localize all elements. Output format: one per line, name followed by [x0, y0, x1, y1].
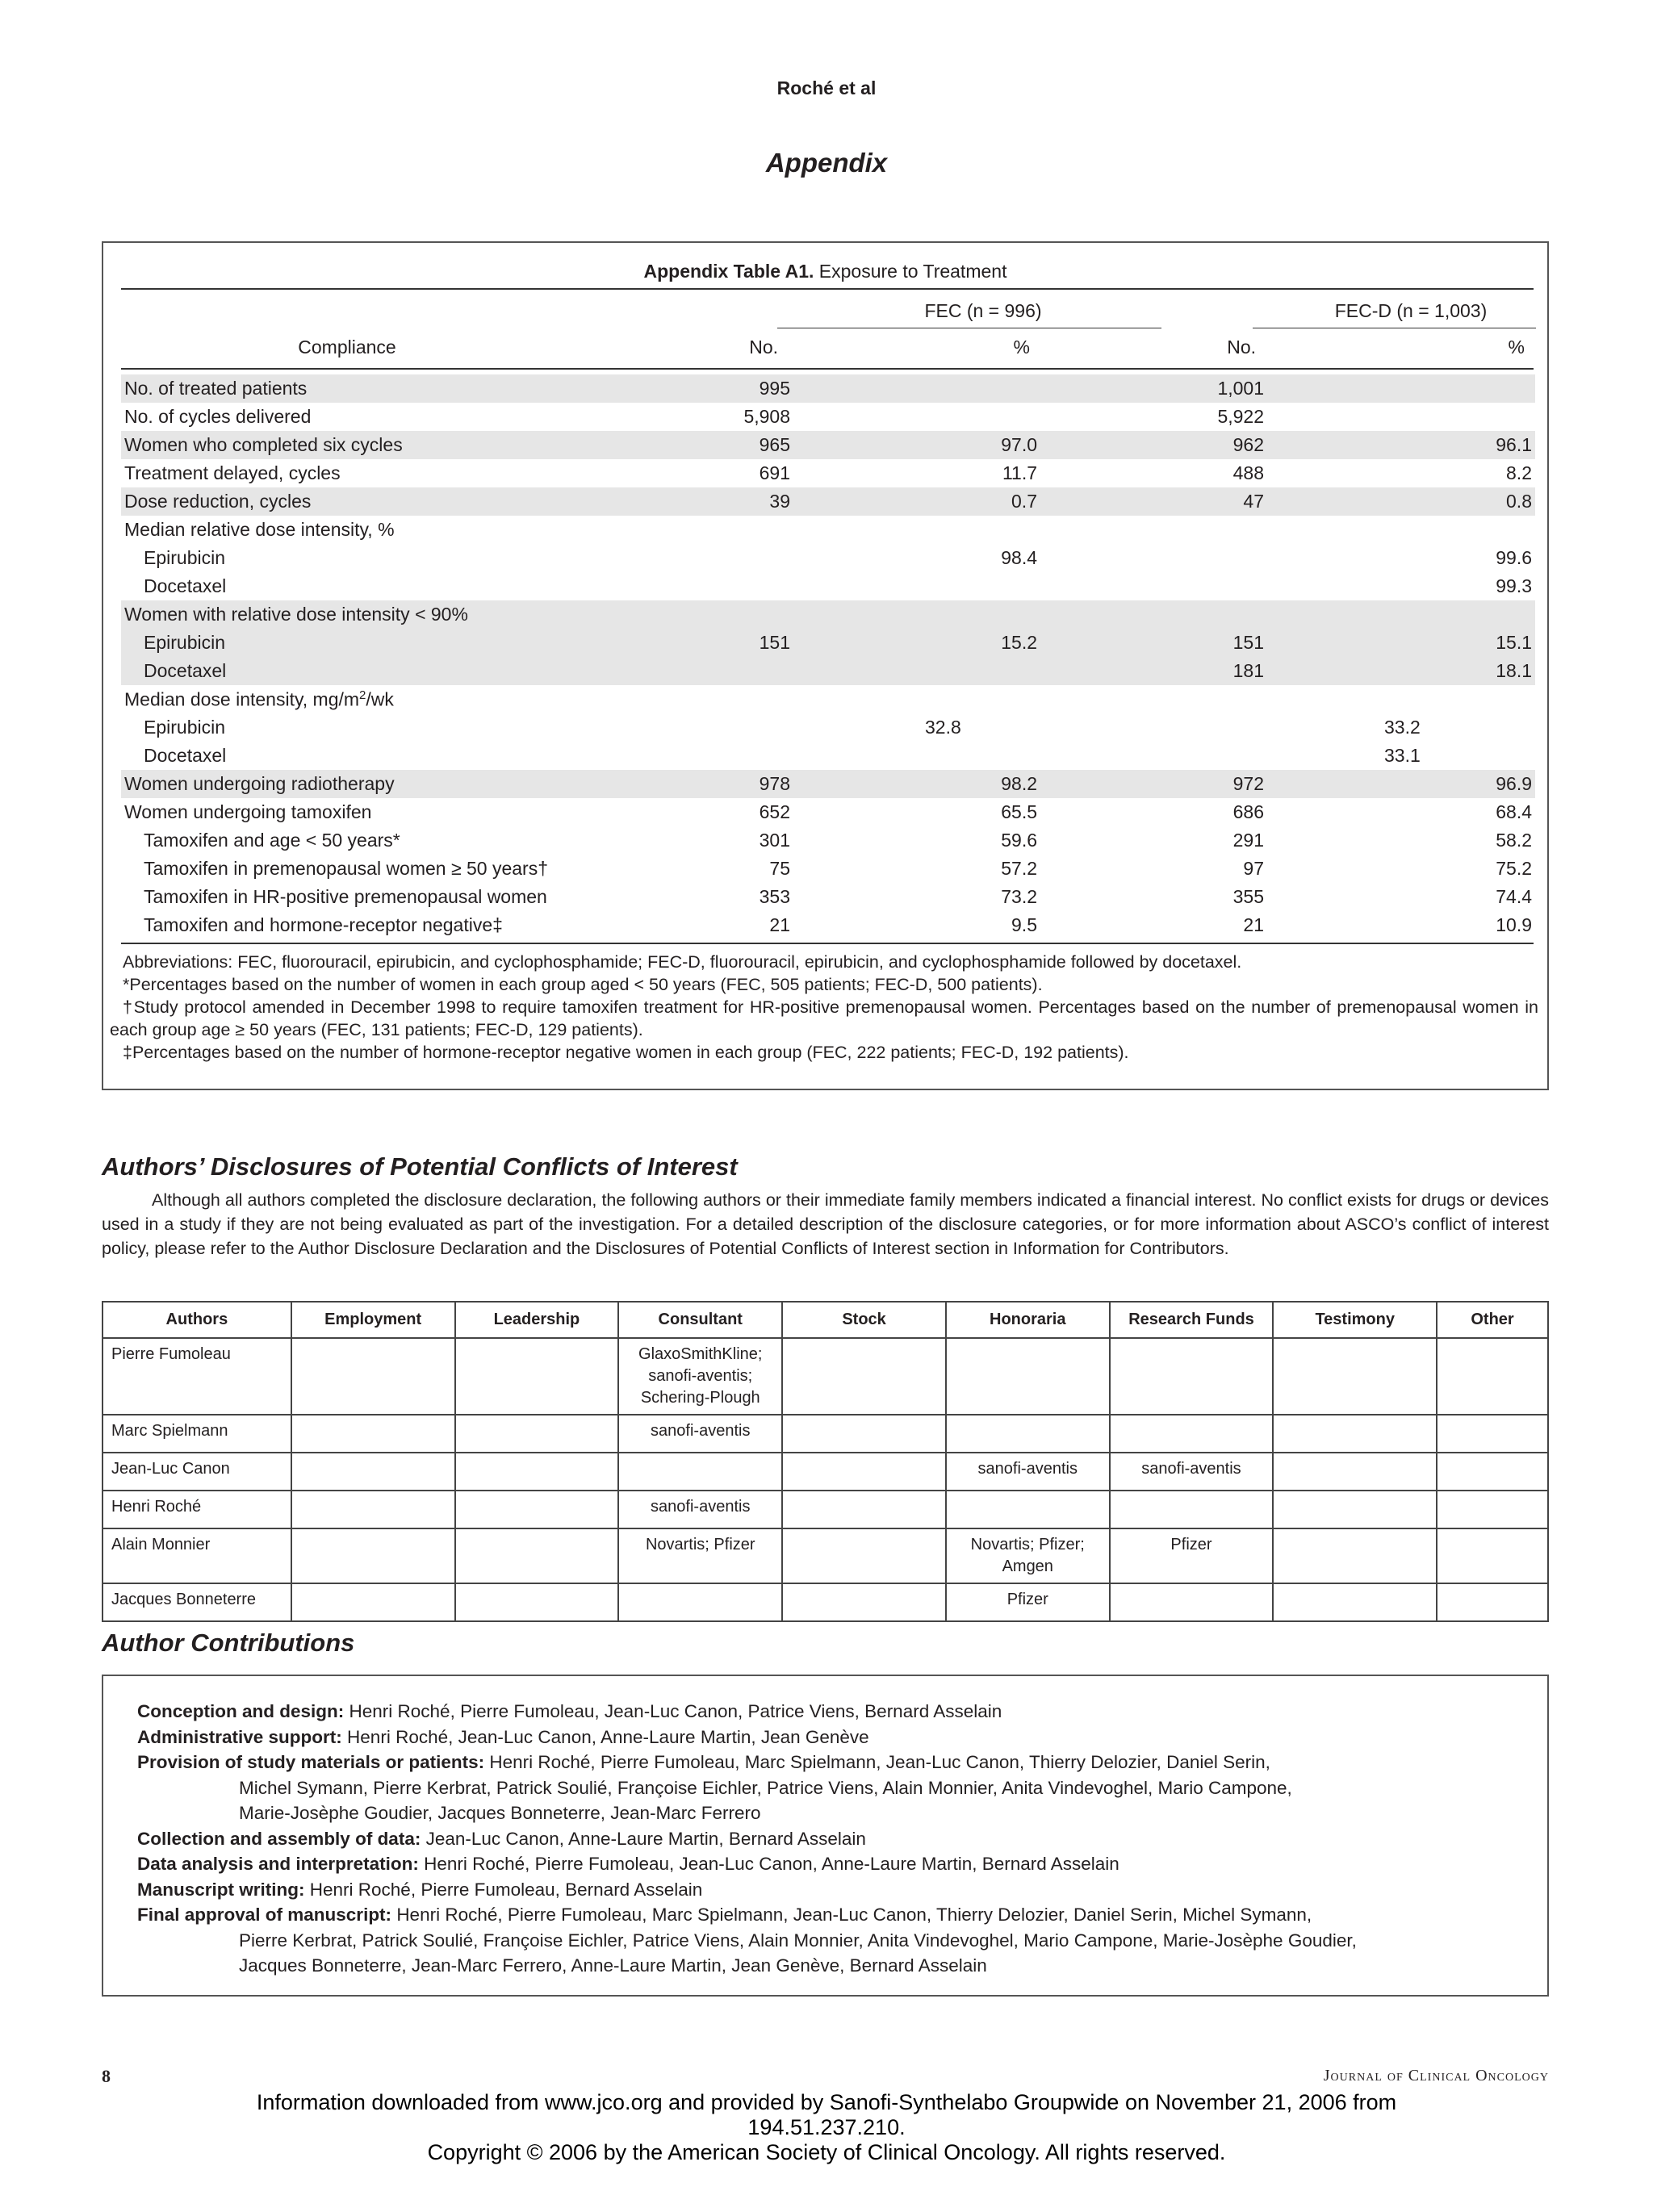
fec-no: 301	[759, 830, 790, 851]
contribution-item	[137, 1725, 1525, 1750]
appendix-table	[102, 241, 1549, 1090]
cell-honoraria: Novartis; Pfizer; Amgen	[946, 1528, 1110, 1583]
row-label: Tamoxifen in premenopausal women ≥ 50 years†	[144, 858, 549, 879]
cell-stock	[782, 1491, 946, 1528]
fec-pct: 15.2	[1001, 632, 1037, 653]
contribution-label: Data analysis and interpretation:	[137, 1854, 419, 1874]
disclosures-text: Although all authors completed the disclosure declaration, the following authors or their immediate family members indicated a financial interest. No conflict exists for drugs or devices used in a study if they are not being evaluated as part of the investigation. For a detailed description of the disclosure categories, or for more information about ASCO’s conflict of interest policy, please refer to the Author Disclosure Declaration and the Disclosures of Potential Conflicts of Interest section in Information for Contributors.	[102, 1190, 1549, 1258]
col-header-fec-no: No.	[749, 337, 778, 358]
row-label: Women undergoing tamoxifen	[124, 801, 372, 822]
header-authors: Authors	[103, 1302, 291, 1338]
row-label: Epirubicin	[144, 632, 225, 653]
page-number: 8	[102, 2066, 111, 2086]
cell-research-funds	[1110, 1583, 1274, 1621]
fecd-no: 686	[1232, 801, 1264, 822]
row-label: Tamoxifen and hormone-receptor negative‡	[144, 914, 503, 935]
fecd-no: 5,922	[1217, 406, 1264, 427]
fec-no: 353	[759, 886, 790, 907]
cell-other	[1437, 1583, 1548, 1621]
contribution-label: Provision of study materials or patients:	[137, 1752, 485, 1772]
fecd-no: 97	[1243, 858, 1264, 879]
fecd-no: 355	[1232, 886, 1264, 907]
header-employment: Employment	[291, 1302, 455, 1338]
fec-pct: 0.7	[1011, 491, 1037, 512]
header-testimony: Testimony	[1273, 1302, 1437, 1338]
cell-testimony	[1273, 1338, 1437, 1415]
table-row	[121, 459, 1535, 487]
contribution-item	[137, 1699, 1525, 1725]
cell-other	[1437, 1528, 1548, 1583]
disclosure-row	[103, 1453, 1548, 1491]
footer-line: 194.51.237.210.	[747, 2115, 906, 2139]
table-row	[121, 544, 1535, 572]
table-row	[121, 685, 1535, 713]
fecd-pct: 8.2	[1506, 462, 1532, 483]
cell-employment	[291, 1583, 455, 1621]
contribution-names: Jacques Bonneterre, Jean-Marc Ferrero, Anne-Laure Martin, Jean Genève, Bernard Asselain	[239, 1955, 987, 1976]
cell-consultant: GlaxoSmithKline; sanofi-aventis; Schering-Plough	[618, 1338, 782, 1415]
cell-consultant: Novartis; Pfizer	[618, 1528, 782, 1583]
cell-consultant	[618, 1453, 782, 1491]
cell-consultant: sanofi-aventis	[618, 1415, 782, 1453]
cell-research-funds: sanofi-aventis	[1110, 1453, 1274, 1491]
table-bottom-rule	[121, 943, 1534, 944]
contribution-names: Henri Roché, Pierre Fumoleau, Bernard Asselain	[309, 1879, 703, 1900]
contribution-continuation	[137, 1775, 1525, 1801]
contribution-names: Henri Roché, Pierre Fumoleau, Marc Spielmann, Jean-Luc Canon, Thierry Delozier, Daniel Serin,	[489, 1752, 1270, 1772]
fecd-no: 962	[1232, 434, 1264, 455]
fec-pct: 11.7	[1002, 462, 1037, 483]
contribution-names: Henri Roché, Pierre Fumoleau, Marc Spielmann, Jean-Luc Canon, Thierry Delozier, Daniel Serin, Michel Symann,	[396, 1905, 1312, 1925]
fec-pct: 98.4	[1001, 547, 1037, 568]
cell-other	[1437, 1415, 1548, 1453]
header-other: Other	[1437, 1302, 1548, 1338]
row-label: Median dose intensity, $mg/m^2/wk$	[124, 688, 394, 710]
fecd-no: 291	[1232, 830, 1264, 851]
table-footnotes	[110, 951, 1538, 1064]
cell-stock	[782, 1338, 946, 1415]
cell-consultant: sanofi-aventis	[618, 1491, 782, 1528]
contribution-names: Henri Roché, Jean-Luc Canon, Anne-Laure Martin, Jean Genève	[347, 1726, 869, 1747]
cell-honoraria	[946, 1491, 1110, 1528]
contribution-item	[137, 1877, 1525, 1903]
disclosure-row	[103, 1528, 1548, 1583]
table-header-rule	[121, 368, 1534, 370]
fecd-pct: 99.3	[1496, 575, 1532, 596]
cell-consultant	[618, 1583, 782, 1621]
fec-pct: 98.2	[1001, 773, 1037, 794]
cell-author-name: Pierre Fumoleau	[103, 1338, 291, 1415]
cell-employment	[291, 1491, 455, 1528]
footer-line: Information downloaded from www.jco.org and provided by Sanofi-Synthelabo Groupwide on November 21, 2006 from	[256, 2090, 1397, 2114]
table-row	[121, 855, 1535, 883]
row-label: Treatment delayed, cycles	[124, 462, 341, 483]
table-row	[121, 657, 1535, 685]
fec-no: 995	[759, 378, 790, 399]
footnote-dagger: †Study protocol amended in December 1998 to require tamoxifen treatment for HR-positive premenopausal women. Percentages based on the number of premenopausal women in each group age ≥ 50 years (FEC, 131 patients; FEC-D, 129 patients).	[110, 997, 1538, 1039]
fec-pct: 97.0	[1001, 434, 1037, 455]
contribution-names: Michel Symann, Pierre Kerbrat, Patrick Soulié, Françoise Eichler, Patrice Viens, Alain Monnier, Anita Vindevoghel, Mario Campone,	[239, 1777, 1292, 1798]
contributions-box	[102, 1675, 1549, 1997]
fecd-no: 181	[1232, 660, 1264, 681]
row-label: No. of treated patients	[124, 378, 308, 399]
contribution-item	[137, 1750, 1525, 1775]
row-label: Tamoxifen in HR-positive premenopausal women	[144, 886, 547, 907]
header-research-funds: Research Funds	[1110, 1302, 1274, 1338]
contribution-item	[137, 1902, 1525, 1928]
table-row	[121, 798, 1535, 826]
row-label: Women with relative dose intensity < 90%	[124, 604, 468, 625]
table-row	[121, 629, 1535, 657]
contribution-label: Administrative support:	[137, 1726, 342, 1747]
fecd-pct: 96.9	[1496, 773, 1532, 794]
fec-pct: 59.6	[1001, 830, 1037, 851]
cell-testimony	[1273, 1415, 1437, 1453]
fecd-no: 21	[1243, 914, 1264, 935]
col-header-fec-pct: %	[1013, 337, 1030, 358]
disclosure-row	[103, 1491, 1548, 1528]
fecd-no: 47	[1243, 491, 1264, 512]
group-header-fec: FEC (n = 996)	[924, 300, 1042, 321]
cell-testimony	[1273, 1528, 1437, 1583]
contribution-item	[137, 1851, 1525, 1877]
cell-research-funds	[1110, 1415, 1274, 1453]
cell-testimony	[1273, 1583, 1437, 1621]
row-label: Women undergoing radiotherapy	[124, 773, 395, 794]
fec-no: 978	[759, 773, 790, 794]
fec-pct: 57.2	[1001, 858, 1037, 879]
cell-author-name: Jacques Bonneterre	[103, 1583, 291, 1621]
contribution-names: Jean-Luc Canon, Anne-Laure Martin, Bernard Asselain	[425, 1828, 866, 1849]
contributions-heading: Author Contributions	[102, 1629, 355, 1657]
fecd-pct: 68.4	[1496, 801, 1532, 822]
fecd-pct: 75.2	[1496, 858, 1532, 879]
cell-employment	[291, 1453, 455, 1491]
disclosure-row	[103, 1583, 1548, 1621]
contribution-continuation	[137, 1800, 1525, 1826]
table-row	[121, 883, 1535, 911]
contributions-list	[137, 1699, 1525, 1979]
cell-author-name: Alain Monnier	[103, 1528, 291, 1583]
cell-leadership	[455, 1453, 619, 1491]
fecd-pct: 15.1	[1496, 632, 1532, 653]
fecd-pct: 58.2	[1496, 830, 1532, 851]
cell-testimony	[1273, 1453, 1437, 1491]
cell-employment	[291, 1415, 455, 1453]
fec-no: 965	[759, 434, 790, 455]
contribution-item	[137, 1826, 1525, 1852]
cell-employment	[291, 1338, 455, 1415]
footnote-abbreviations: Abbreviations: FEC, fluorouracil, epirubicin, and cyclophosphamide; FEC-D, fluorouracil, epirubicin, and cyclophosphamide followed by docetaxel.	[123, 952, 1242, 972]
journal-name: Journal of Clinical Oncology	[1323, 2067, 1549, 2084]
disclosures-heading: Authors’ Disclosures of Potential Conflicts of Interest	[102, 1152, 738, 1181]
cell-leadership	[455, 1491, 619, 1528]
table-row	[121, 374, 1535, 403]
cell-stock	[782, 1528, 946, 1583]
table-top-rule	[121, 288, 1534, 290]
contribution-names: Henri Roché, Pierre Fumoleau, Jean-Luc Canon, Patrice Viens, Bernard Asselain	[349, 1701, 1002, 1721]
running-head: Roché et al	[776, 77, 877, 98]
cell-leadership	[455, 1583, 619, 1621]
contribution-label: Manuscript writing:	[137, 1879, 305, 1900]
row-label: Epirubicin	[144, 717, 225, 738]
table-body	[121, 374, 1535, 939]
table-row	[121, 826, 1535, 855]
contribution-label: Conception and design:	[137, 1701, 345, 1721]
table-row	[121, 431, 1535, 459]
contribution-continuation	[137, 1953, 1525, 1979]
cell-honoraria	[946, 1338, 1110, 1415]
fecd-pct: 0.8	[1506, 491, 1532, 512]
table-caption	[103, 261, 1547, 282]
cell-research-funds	[1110, 1338, 1274, 1415]
header-honoraria: Honoraria	[946, 1302, 1110, 1338]
fec-no: 75	[769, 858, 790, 879]
cell-stock	[782, 1415, 946, 1453]
fecd-no: 1,001	[1217, 378, 1264, 399]
fec-no: 691	[759, 462, 790, 483]
fecd-pct: 10.9	[1496, 914, 1532, 935]
table-row	[121, 713, 1535, 742]
cell-research-funds	[1110, 1491, 1274, 1528]
fecd-value: 33.2	[1384, 717, 1421, 738]
row-label: Median relative dose intensity, %	[124, 519, 395, 540]
disclosure-row	[103, 1415, 1548, 1453]
cell-other	[1437, 1338, 1548, 1415]
cell-leadership	[455, 1528, 619, 1583]
fec-no: 5,908	[743, 406, 790, 427]
section-title: Appendix	[765, 148, 888, 178]
cell-stock	[782, 1453, 946, 1491]
table-row	[121, 770, 1535, 798]
cell-leadership	[455, 1338, 619, 1415]
table-row	[121, 487, 1535, 516]
cell-honoraria: Pfizer	[946, 1583, 1110, 1621]
header-leadership: Leadership	[455, 1302, 619, 1338]
cell-research-funds: Pfizer	[1110, 1528, 1274, 1583]
footnote-ddagger: ‡Percentages based on the number of hormone-receptor negative women in each group (FEC, 222 patients; FEC-D, 192 patients).	[123, 1043, 1129, 1062]
row-label: No. of cycles delivered	[124, 406, 312, 427]
cell-leadership	[455, 1415, 619, 1453]
contribution-label: Final approval of manuscript:	[137, 1905, 392, 1925]
cell-other	[1437, 1453, 1548, 1491]
table-row	[121, 403, 1535, 431]
cell-author-name: Henri Roché	[103, 1491, 291, 1528]
row-label: Epirubicin	[144, 547, 225, 568]
disclosure-table-body	[103, 1338, 1548, 1621]
cell-other	[1437, 1491, 1548, 1528]
footnote-star: *Percentages based on the number of women in each group aged < 50 years (FEC, 505 patients; FEC-D, 500 patients).	[123, 975, 1043, 994]
cell-honoraria: sanofi-aventis	[946, 1453, 1110, 1491]
fec-no: 151	[759, 632, 790, 653]
fec-pct: 73.2	[1001, 886, 1037, 907]
fec-pct: 9.5	[1011, 914, 1037, 935]
fecd-no: 151	[1232, 632, 1264, 653]
fecd-pct: 74.4	[1496, 886, 1532, 907]
contribution-names: Pierre Kerbrat, Patrick Soulié, Françoise Eichler, Patrice Viens, Alain Monnier, Anita Vindevoghel, Mario Campone, Marie-Josèphe Goudier,	[239, 1930, 1357, 1951]
col-header-fecd-no: No.	[1227, 337, 1256, 358]
row-label: Tamoxifen and age < 50 years*	[144, 830, 400, 851]
disclosure-header-row	[103, 1302, 1548, 1338]
table-caption-text: Exposure to Treatment	[814, 261, 1007, 282]
table-row	[121, 911, 1535, 939]
fec-pct: 65.5	[1001, 801, 1037, 822]
row-label: Dose reduction, cycles	[124, 491, 312, 512]
cell-employment	[291, 1528, 455, 1583]
contribution-names: Henri Roché, Pierre Fumoleau, Jean-Luc Canon, Anne-Laure Martin, Bernard Asselain	[424, 1854, 1119, 1874]
fec-no: 39	[769, 491, 790, 512]
cell-stock	[782, 1583, 946, 1621]
row-label: Docetaxel	[144, 575, 227, 596]
cell-honoraria	[946, 1415, 1110, 1453]
contribution-names: Marie-Josèphe Goudier, Jacques Bonneterre, Jean-Marc Ferrero	[239, 1803, 761, 1823]
row-label: Docetaxel	[144, 660, 227, 681]
table-row	[121, 516, 1535, 544]
disclosure-row	[103, 1338, 1548, 1415]
fecd-pct: 96.1	[1496, 434, 1532, 455]
fecd-no: 488	[1232, 462, 1264, 483]
row-label: Docetaxel	[144, 745, 227, 766]
cell-author-name: Marc Spielmann	[103, 1415, 291, 1453]
cell-testimony	[1273, 1491, 1437, 1528]
table-row	[121, 742, 1535, 770]
fecd-pct: 99.6	[1496, 547, 1532, 568]
row-label: Women who completed six cycles	[124, 434, 403, 455]
table-row	[121, 600, 1535, 629]
col-header-compliance: Compliance	[298, 337, 396, 358]
group-header-fecd: FEC-D (n = 1,003)	[1334, 300, 1488, 321]
fec-no: 652	[759, 801, 790, 822]
fec-value: 32.8	[925, 717, 961, 738]
table-row	[121, 572, 1535, 600]
col-header-fecd-pct: %	[1508, 337, 1525, 358]
download-footer	[0, 2090, 1653, 2165]
footer-line: Copyright © 2006 by the American Society of Clinical Oncology. All rights reserved.	[427, 2140, 1226, 2164]
fecd-pct: 18.1	[1496, 660, 1532, 681]
contribution-continuation	[137, 1928, 1525, 1954]
header-consultant: Consultant	[618, 1302, 782, 1338]
cell-author-name: Jean-Luc Canon	[103, 1453, 291, 1491]
header-stock: Stock	[782, 1302, 946, 1338]
fec-no: 21	[769, 914, 790, 935]
fecd-no: 972	[1232, 773, 1264, 794]
disclosure-table	[102, 1301, 1549, 1622]
table-caption-label: Appendix Table A1.	[643, 261, 814, 282]
contribution-label: Collection and assembly of data:	[137, 1828, 421, 1849]
fecd-value: 33.1	[1384, 745, 1421, 766]
